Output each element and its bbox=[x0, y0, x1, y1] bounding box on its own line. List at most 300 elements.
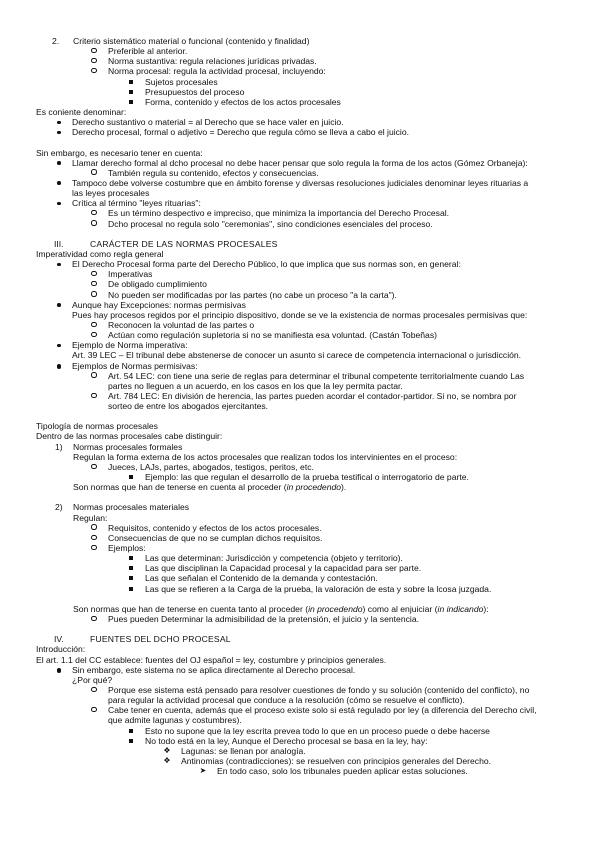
text-run: También regula su contenido, efectos y consecuencias. bbox=[108, 167, 319, 178]
line-text bbox=[108, 279, 207, 289]
text-run: Las que se refieren a la Carga de la prueba, la valoración de esta y sobre la lcosa juzgada. bbox=[145, 583, 492, 594]
text-run: para regular la actividad procesal que conduce a la resolución (cómo se resuelve el conflicto). bbox=[108, 695, 465, 706]
filled-bullet-icon bbox=[55, 340, 63, 350]
hollow-bullet-icon bbox=[91, 281, 96, 286]
hollow-bullet-icon bbox=[90, 46, 98, 56]
line-text bbox=[72, 188, 149, 198]
square-bullet-icon bbox=[129, 475, 133, 479]
text-run: Regulan la forma externa de los actos procesales que realizan todos los intervinientes en el proceso: bbox=[73, 451, 458, 462]
line-text bbox=[73, 604, 489, 614]
text-run: Antinomias (contradicciones): se resuelven con principios generales del Derecho. bbox=[181, 755, 492, 766]
text-line bbox=[0, 614, 599, 624]
square-bullet-icon bbox=[129, 729, 133, 733]
text-run: Aunque hay Excepciones: normas permisivas bbox=[72, 299, 246, 310]
line-text bbox=[36, 249, 164, 259]
text-run: Derecho procesal, formal o adjetivo = Derecho que regula cómo se lleva a cabo el juicio. bbox=[72, 127, 410, 138]
text-run: Las que disciplinan la Capacidad procesal y la capacidad para ser parte. bbox=[145, 563, 422, 574]
text-line bbox=[0, 462, 599, 472]
text-line bbox=[0, 502, 599, 512]
text-run: partes no lleguen a un acuerdo, en los casos en los que la ley permita pactar. bbox=[108, 380, 403, 391]
square-bullet-icon bbox=[127, 584, 135, 594]
line-text bbox=[36, 148, 203, 158]
text-run: No pueden ser modificadas por las partes (no cabe un proceso "a la carta"). bbox=[108, 289, 397, 300]
text-line bbox=[0, 736, 599, 746]
hollow-bullet-icon bbox=[91, 393, 96, 398]
text-run: Sujetos procesales bbox=[145, 76, 218, 87]
text-line bbox=[0, 107, 599, 117]
text-run: Son normas que han de tenerse en cuenta al proceder ( bbox=[73, 482, 287, 493]
hollow-bullet-icon bbox=[91, 210, 96, 215]
italic-run: in procedendo bbox=[286, 482, 342, 493]
text-line bbox=[0, 340, 599, 350]
text-line bbox=[0, 604, 599, 614]
hollow-bullet-icon bbox=[90, 705, 98, 715]
text-run: Requisitos, contenido y efectos de los actos procesales. bbox=[108, 522, 322, 533]
text-run: Preferible al anterior. bbox=[108, 46, 188, 57]
square-bullet-icon bbox=[129, 556, 133, 560]
text-run: Lagunas: se llenan por analogía. bbox=[181, 745, 306, 756]
hollow-bullet-icon bbox=[91, 464, 96, 469]
line-text bbox=[72, 310, 527, 320]
text-run: Imperatividad como regla general bbox=[36, 248, 164, 259]
line-text bbox=[145, 584, 491, 594]
filled-bullet-icon bbox=[57, 263, 61, 267]
blank-line bbox=[0, 229, 599, 239]
filled-bullet-icon bbox=[55, 665, 63, 675]
text-line bbox=[0, 279, 599, 289]
text-run: Norma sustantiva: regula relaciones jurídicas privadas. bbox=[108, 56, 317, 67]
diamond-bullet-icon: ❖ bbox=[163, 745, 171, 755]
line-text bbox=[108, 56, 317, 66]
blank-line bbox=[0, 137, 599, 147]
line-text bbox=[72, 178, 528, 188]
square-bullet-icon bbox=[129, 80, 133, 84]
arrow-bullet-icon: ➤ bbox=[199, 766, 207, 776]
text-run: Tipología de normas procesales bbox=[36, 421, 158, 432]
text-line bbox=[0, 127, 599, 137]
hollow-bullet-icon bbox=[90, 208, 98, 218]
hollow-bullet-icon bbox=[91, 322, 96, 327]
text-line bbox=[0, 158, 599, 168]
text-run: ). bbox=[341, 482, 347, 493]
hollow-bullet-icon bbox=[90, 219, 98, 229]
hollow-bullet-icon bbox=[90, 279, 98, 289]
text-line bbox=[0, 371, 599, 381]
text-run: FUENTES DEL DCHO PROCESAL bbox=[90, 634, 231, 645]
text-run: Dentro de las normas procesales cabe distinguir: bbox=[36, 431, 223, 442]
text-run: Pues pueden Determinar la admisibilidad de la pretensión, el juicio y la sentencia. bbox=[108, 614, 419, 625]
line-text bbox=[108, 705, 537, 715]
text-run: Forma, contenido y efectos de los actos procesales bbox=[145, 96, 341, 107]
hollow-bullet-icon bbox=[90, 391, 98, 401]
filled-bullet-icon bbox=[55, 259, 63, 269]
line-text bbox=[73, 502, 189, 512]
text-run: Cabe tener en cuenta, además que el proceso existe solo si está regulado por ley (a diferencia del Derecho civil, bbox=[108, 705, 537, 716]
filled-bullet-icon bbox=[57, 121, 61, 125]
hollow-bullet-icon bbox=[90, 168, 98, 178]
filled-bullet-icon bbox=[55, 178, 63, 188]
line-text bbox=[108, 381, 403, 391]
square-bullet-icon bbox=[129, 566, 133, 570]
line-text bbox=[108, 66, 326, 76]
line-text bbox=[73, 513, 107, 523]
square-bullet-icon bbox=[127, 97, 135, 107]
line-text bbox=[72, 259, 461, 269]
line-text bbox=[73, 452, 457, 462]
line-text bbox=[181, 756, 491, 766]
filled-bullet-icon bbox=[55, 127, 63, 137]
filled-bullet-icon bbox=[57, 364, 62, 369]
line-text bbox=[73, 482, 346, 492]
line-text bbox=[145, 736, 428, 746]
hollow-bullet-icon bbox=[91, 372, 96, 377]
line-text bbox=[72, 300, 246, 310]
line-text bbox=[108, 371, 524, 381]
blank-line bbox=[0, 594, 599, 604]
line-text bbox=[108, 320, 254, 330]
text-run: ¿Por qué? bbox=[72, 674, 113, 685]
text-line bbox=[0, 66, 599, 76]
hollow-bullet-icon bbox=[91, 271, 96, 276]
text-line bbox=[0, 644, 599, 654]
line-text bbox=[108, 715, 242, 725]
line-text bbox=[217, 766, 468, 776]
hollow-bullet-icon bbox=[91, 169, 96, 174]
filled-bullet-icon bbox=[57, 181, 61, 185]
square-bullet-icon bbox=[127, 726, 135, 736]
list-number: 2) bbox=[55, 502, 63, 513]
text-run: Las que señalan el Contenido de la demanda y contestación. bbox=[145, 573, 378, 584]
square-bullet-icon bbox=[127, 87, 135, 97]
filled-bullet-icon bbox=[57, 161, 61, 165]
text-run: Reconocen la voluntad de las partes o bbox=[108, 319, 255, 330]
text-line bbox=[0, 350, 599, 360]
text-run: Las que determinan: Jurisdicción y competencia (objeto y territorio). bbox=[145, 553, 403, 564]
line-text bbox=[145, 472, 469, 482]
hollow-bullet-icon bbox=[91, 332, 96, 337]
text-line bbox=[0, 482, 599, 492]
hollow-bullet-icon bbox=[90, 290, 98, 300]
text-line bbox=[0, 36, 599, 46]
text-line bbox=[0, 584, 599, 594]
blank-line bbox=[0, 411, 599, 421]
hollow-bullet-icon bbox=[91, 616, 96, 621]
section-heading bbox=[90, 239, 278, 249]
text-line bbox=[0, 523, 599, 533]
text-run: Imperativas bbox=[108, 269, 153, 280]
text-run: Actúan como regulación supletoria si no se manifiesta esa voluntad. (Castán Tobeñas) bbox=[108, 330, 437, 341]
line-text bbox=[108, 208, 449, 218]
text-line bbox=[0, 533, 599, 543]
text-run: Porque ese sistema está pensado para resolver cuestiones de fondo y su solución (contenido del conflicto), no bbox=[108, 685, 530, 695]
text-line bbox=[0, 675, 599, 685]
list-number: 2. bbox=[52, 36, 60, 46]
text-line bbox=[0, 391, 599, 401]
text-line bbox=[0, 46, 599, 56]
hollow-bullet-icon bbox=[90, 330, 98, 340]
text-line bbox=[0, 705, 599, 715]
italic-run: in procedendo bbox=[308, 603, 363, 614]
filled-bullet-icon bbox=[57, 303, 61, 307]
line-text bbox=[108, 614, 419, 624]
text-line bbox=[0, 766, 599, 776]
line-text bbox=[108, 462, 314, 472]
text-run: sorteo de entre los abogados ejercitantes. bbox=[108, 401, 269, 412]
italic-run: in indicando bbox=[437, 603, 484, 614]
text-line bbox=[0, 239, 599, 249]
text-line bbox=[0, 219, 599, 229]
line-text bbox=[108, 219, 433, 229]
text-run: Dcho procesal no regula solo "ceremonias", sino condiciones esenciales del proceso. bbox=[108, 218, 433, 229]
square-bullet-icon bbox=[127, 472, 135, 482]
text-line bbox=[0, 198, 599, 208]
text-run: Norma procesal: regula la actividad procesal, incluyendo: bbox=[108, 66, 326, 77]
text-run: Art. 784 LEC: En división de herencia, las partes pueden acordar el contador-partidor. Si no, se nombra por bbox=[108, 390, 517, 401]
hollow-bullet-icon bbox=[91, 48, 96, 53]
square-bullet-icon bbox=[127, 573, 135, 583]
line-text bbox=[145, 77, 218, 87]
text-run: Llamar derecho formal al dcho procesal no debe hacer pensar que solo regula la forma de los actos (Gómez Orbaneja): bbox=[72, 157, 528, 168]
text-line bbox=[0, 665, 599, 675]
line-text bbox=[72, 665, 355, 675]
filled-bullet-icon bbox=[55, 361, 63, 371]
square-bullet-icon bbox=[129, 576, 133, 580]
line-text bbox=[108, 391, 516, 401]
text-line bbox=[0, 269, 599, 279]
text-run: Introducción: bbox=[36, 644, 86, 655]
text-run: Tampoco debe volverse costumbre que en ámbito forense y diversas resoluciones judiciales denominar leyes rituarias a bbox=[72, 177, 529, 188]
text-run: Pues hay procesos regidos por el principio dispositivo, donde se ve la existencia de normas procesales permisivas que: bbox=[72, 309, 528, 320]
line-text bbox=[72, 361, 198, 371]
text-run: ): bbox=[483, 603, 489, 614]
text-line bbox=[0, 715, 599, 725]
text-line bbox=[0, 756, 599, 766]
line-text bbox=[72, 117, 344, 127]
square-bullet-icon bbox=[127, 563, 135, 573]
line-text bbox=[72, 350, 521, 360]
line-text bbox=[36, 431, 222, 441]
line-text bbox=[145, 553, 403, 563]
text-run: que admite lagunas y costumbres). bbox=[108, 715, 242, 726]
hollow-bullet-icon bbox=[91, 687, 96, 692]
text-run: Consecuencias de que no se cumplan dichos requisitos. bbox=[108, 532, 323, 543]
filled-bullet-icon bbox=[57, 202, 61, 206]
line-text bbox=[108, 533, 323, 543]
hollow-bullet-icon bbox=[91, 58, 96, 63]
line-text bbox=[108, 695, 465, 705]
blank-line bbox=[0, 624, 599, 634]
list-number: III. bbox=[54, 238, 64, 249]
text-line bbox=[0, 168, 599, 178]
square-bullet-icon bbox=[129, 100, 133, 104]
text-run: Es un término despectivo e impreciso, que minimiza la importancia del Derecho Procesal. bbox=[108, 208, 450, 219]
hollow-bullet-icon bbox=[91, 535, 96, 540]
text-line bbox=[0, 310, 599, 320]
line-text bbox=[108, 269, 152, 279]
text-line bbox=[0, 300, 599, 310]
hollow-bullet-icon bbox=[91, 707, 96, 712]
text-line bbox=[0, 442, 599, 452]
hollow-bullet-icon bbox=[90, 543, 98, 553]
text-run: No todo está en la ley, Aunque el Derecho procesal se basa en la ley, hay: bbox=[145, 735, 428, 746]
text-line bbox=[0, 695, 599, 705]
text-line bbox=[0, 513, 599, 523]
section-heading bbox=[90, 634, 231, 644]
line-text bbox=[73, 442, 182, 452]
text-run: En todo caso, solo los tribunales pueden aplicar estas soluciones. bbox=[217, 766, 468, 777]
line-text bbox=[108, 290, 397, 300]
text-line bbox=[0, 421, 599, 431]
text-line bbox=[0, 573, 599, 583]
line-text bbox=[36, 644, 85, 654]
text-line bbox=[0, 361, 599, 371]
square-bullet-icon bbox=[129, 90, 133, 94]
filled-bullet-icon bbox=[55, 158, 63, 168]
text-line bbox=[0, 401, 599, 411]
text-run: Derecho sustantivo o material = al Derecho que se hace valer en juicio. bbox=[72, 117, 344, 128]
text-run: El art. 1.1 del CC establece: fuentes del OJ español = ley, costumbre y principios generales. bbox=[36, 654, 387, 665]
text-run: Regulan: bbox=[73, 512, 108, 523]
hollow-bullet-icon bbox=[90, 269, 98, 279]
diamond-bullet-icon: ❖ bbox=[163, 755, 171, 765]
text-line bbox=[0, 431, 599, 441]
text-run: Criterio sistemático material o funcional (contenido y finalidad) bbox=[73, 36, 310, 46]
hollow-bullet-icon bbox=[90, 685, 98, 695]
text-line bbox=[0, 634, 599, 644]
text-run: Ejemplos: bbox=[108, 543, 146, 554]
text-run: Presupuestos del proceso bbox=[145, 86, 245, 97]
text-line bbox=[0, 87, 599, 97]
text-line bbox=[0, 381, 599, 391]
hollow-bullet-icon bbox=[91, 291, 96, 296]
square-bullet-icon bbox=[129, 739, 133, 743]
line-text bbox=[145, 97, 341, 107]
text-line bbox=[0, 746, 599, 756]
square-bullet-icon bbox=[129, 587, 133, 591]
line-text bbox=[181, 746, 306, 756]
line-text bbox=[108, 46, 187, 56]
text-line bbox=[0, 117, 599, 127]
text-line bbox=[0, 148, 599, 158]
text-run: Ejemplo: las que regulan el desarrollo de la prueba testifical o interrogatorio de parte. bbox=[145, 472, 469, 483]
hollow-bullet-icon bbox=[90, 533, 98, 543]
hollow-bullet-icon bbox=[91, 545, 96, 550]
line-text bbox=[36, 421, 158, 431]
text-line bbox=[0, 97, 599, 107]
list-number: IV. bbox=[54, 634, 64, 645]
text-run: El Derecho Procesal forma parte del Derecho Público, lo que implica que sus normas son, en general: bbox=[72, 259, 461, 270]
document-page bbox=[0, 36, 599, 776]
text-line bbox=[0, 208, 599, 218]
line-text bbox=[108, 685, 529, 695]
text-run: Sin embargo, es necesario tener en cuenta: bbox=[36, 147, 203, 158]
line-text bbox=[108, 168, 319, 178]
filled-bullet-icon bbox=[57, 668, 62, 673]
text-run: Son normas que han de tenerse en cuenta tanto al proceder ( bbox=[73, 603, 309, 614]
text-run: Sin embargo, este sistema no se aplica directamente al Derecho procesal. bbox=[72, 664, 356, 675]
blank-line bbox=[0, 492, 599, 502]
text-run: Normas procesales formales bbox=[73, 441, 183, 452]
square-bullet-icon bbox=[127, 736, 135, 746]
text-run: Crítica al término "leyes rituarias": bbox=[72, 198, 201, 209]
line-text bbox=[108, 523, 322, 533]
hollow-bullet-icon bbox=[90, 523, 98, 533]
line-text bbox=[72, 340, 188, 350]
line-text bbox=[72, 127, 409, 137]
text-run: Es coniente denominar: bbox=[36, 106, 127, 117]
line-text bbox=[108, 401, 268, 411]
text-line bbox=[0, 178, 599, 188]
text-line bbox=[0, 188, 599, 198]
hollow-bullet-icon bbox=[91, 68, 96, 73]
line-text bbox=[72, 158, 528, 168]
text-line bbox=[0, 685, 599, 695]
filled-bullet-icon bbox=[55, 117, 63, 127]
hollow-bullet-icon bbox=[90, 66, 98, 76]
text-line bbox=[0, 56, 599, 66]
line-text bbox=[36, 655, 386, 665]
text-line bbox=[0, 563, 599, 573]
text-run: CARÁCTER DE LAS NORMAS PROCESALES bbox=[90, 238, 278, 249]
text-run: Art. 39 LEC – El tribunal debe abstenerse de conocer un asunto si carece de competencia internacional o jurisdicción. bbox=[72, 350, 522, 361]
text-line bbox=[0, 543, 599, 553]
text-line bbox=[0, 472, 599, 482]
hollow-bullet-icon bbox=[91, 220, 96, 225]
text-run: Ejemplos de Normas permisivas: bbox=[72, 360, 198, 371]
text-line bbox=[0, 320, 599, 330]
text-line bbox=[0, 249, 599, 259]
filled-bullet-icon bbox=[57, 131, 61, 135]
text-line bbox=[0, 726, 599, 736]
hollow-bullet-icon bbox=[91, 524, 96, 529]
text-line bbox=[0, 452, 599, 462]
filled-bullet-icon bbox=[55, 198, 63, 208]
text-run: Normas procesales materiales bbox=[73, 502, 190, 513]
text-line bbox=[0, 330, 599, 340]
square-bullet-icon bbox=[127, 553, 135, 563]
text-line bbox=[0, 655, 599, 665]
square-bullet-icon bbox=[127, 77, 135, 87]
line-text bbox=[145, 726, 490, 736]
text-run: Art. 54 LEC: con tiene una serie de reglas para determinar el tribunal competente territorialmente cuando Las bbox=[108, 370, 525, 381]
list-number: 1) bbox=[55, 441, 63, 452]
text-run: Ejemplo de Norma imperativa: bbox=[72, 340, 188, 351]
hollow-bullet-icon bbox=[90, 320, 98, 330]
hollow-bullet-icon bbox=[90, 56, 98, 66]
line-text bbox=[72, 675, 112, 685]
line-text bbox=[108, 543, 146, 553]
hollow-bullet-icon bbox=[90, 614, 98, 624]
line-text bbox=[36, 107, 126, 117]
text-line bbox=[0, 77, 599, 87]
line-text bbox=[72, 198, 201, 208]
text-line bbox=[0, 553, 599, 563]
text-run: De obligado cumplimiento bbox=[108, 279, 207, 290]
text-run: Jueces, LAJs, partes, abogados, testigos, peritos, etc. bbox=[108, 461, 314, 472]
line-text bbox=[108, 330, 437, 340]
line-text bbox=[145, 573, 378, 583]
filled-bullet-icon bbox=[55, 300, 63, 310]
line-text bbox=[145, 563, 421, 573]
text-run: Esto no supone que la ley escrita prevea todo lo que en un proceso puede o debe hacerse bbox=[145, 725, 490, 736]
text-run: ) como al enjuiciar ( bbox=[362, 603, 438, 614]
filled-bullet-icon bbox=[57, 344, 61, 348]
line-text bbox=[73, 36, 309, 46]
line-text bbox=[145, 87, 244, 97]
text-line bbox=[0, 259, 599, 269]
text-run: las leyes procesales bbox=[72, 188, 150, 199]
hollow-bullet-icon bbox=[90, 462, 98, 472]
